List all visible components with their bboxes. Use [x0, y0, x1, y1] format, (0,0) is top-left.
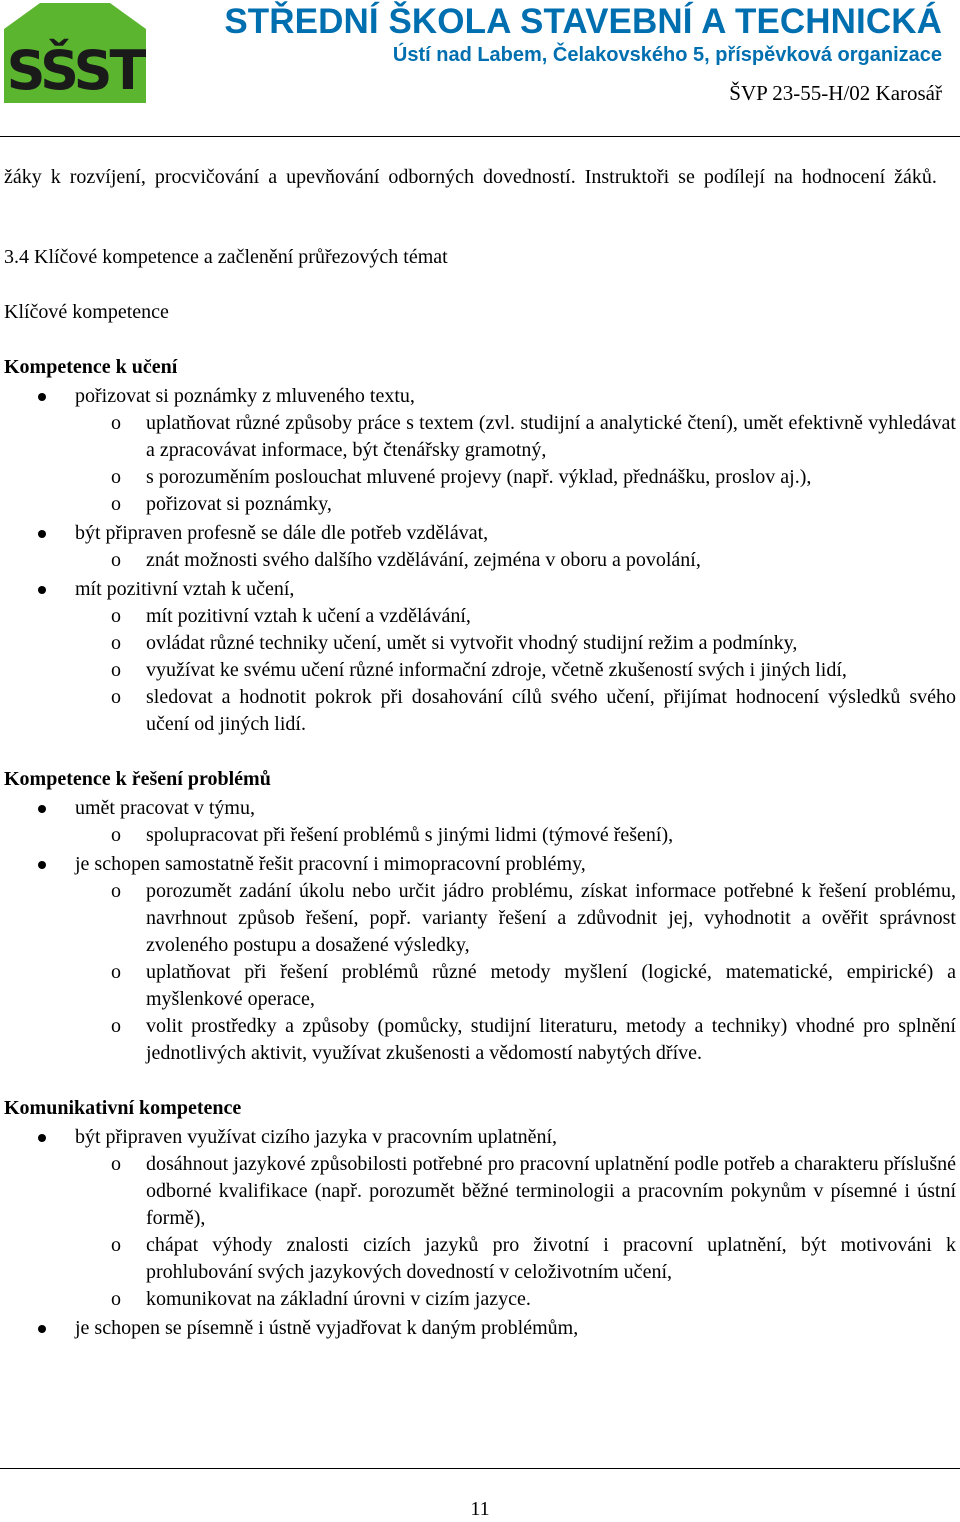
sub-text: ovládat různé techniky učení, umět si vytvořit vhodný studijní režim a podmínky,	[146, 632, 798, 654]
bullet-dot-icon	[38, 1325, 46, 1333]
bullet-list	[4, 1124, 956, 1342]
sub-text: uplatňovat různé způsoby práce s textem (zvl. studijní a analytické čtení), umět efektivně vyhledávat a zpracovávat informace, být čtenářsky gramotný,	[146, 412, 956, 461]
bullet-dot-icon	[38, 530, 46, 538]
page-header	[0, 0, 960, 137]
sub-text: komunikovat na základní úrovni v cizím jazyce.	[146, 1288, 531, 1310]
circle-marker-icon: o	[111, 686, 121, 708]
sub-item	[75, 684, 956, 738]
bullet-item	[4, 795, 956, 822]
sub-text: uplatňovat při řešení problémů různé metody myšlení (logické, matematické, empirické) a myšlenkové operace,	[146, 961, 956, 1010]
sub-item	[75, 410, 956, 464]
bullet-text: pořizovat si poznámky z mluveného textu,	[75, 385, 415, 407]
sub-item	[75, 959, 956, 1013]
sub-item	[75, 1013, 956, 1067]
sub-item	[75, 1151, 956, 1232]
bullet-text: je schopen samostatně řešit pracovní i mimopracovní problémy,	[75, 853, 586, 875]
logo-text: SŠST	[6, 39, 144, 102]
competence-heading: Kompetence k řešení problémů	[4, 768, 271, 790]
circle-marker-icon: o	[111, 632, 121, 654]
sub-text: využívat ke svému učení různé informační zdroje, včetně zkušeností svých i jiných lidí,	[146, 659, 847, 681]
sub-text: dosáhnout jazykové způsobilosti potřebné pro pracovní uplatnění podle potřeb a charakteru příslušné odborné kvalifikace (např. porozumět běžné terminologii a pracovním pokynům v písemné i ústní formě),	[146, 1153, 956, 1229]
circle-marker-icon: o	[111, 1015, 121, 1037]
bullet-text: mít pozitivní vztah k učení,	[75, 578, 295, 600]
bullet-dot-icon	[38, 861, 46, 869]
sub-text: pořizovat si poznámky,	[146, 493, 332, 515]
circle-marker-icon: o	[111, 493, 121, 515]
bullet-dot-icon	[38, 393, 46, 401]
circle-marker-icon: o	[111, 1288, 121, 1310]
sub-item	[75, 878, 956, 959]
page-number: 11	[470, 1498, 490, 1520]
sub-text: s porozuměním poslouchat mluvené projevy (např. výklad, přednášku, proslov aj.),	[146, 466, 812, 488]
sub-item	[75, 491, 956, 518]
sub-text: mít pozitivní vztah k učení a vzdělávání,	[146, 605, 471, 627]
sub-list	[4, 547, 956, 574]
footer-divider	[0, 1468, 960, 1469]
sub-item	[75, 547, 956, 574]
svp-code: ŠVP 23-55-H/02 Karosář	[729, 81, 942, 105]
intro-paragraph: žáky k rozvíjení, procvičování a upevňování odborných dovedností. Instruktoři se podílejí na hodnocení žáků.	[4, 166, 937, 188]
bullet-item	[4, 1124, 956, 1151]
bullet-dot-icon	[38, 1134, 46, 1142]
sub-list	[4, 1151, 956, 1313]
document-body	[4, 150, 956, 1342]
school-address: Ústí nad Labem, Čelakovského 5, příspěvková organizace	[392, 44, 942, 66]
school-logo	[4, 3, 146, 103]
section-title: 3.4 Klíčové kompetence a začlenění průřezových témat	[4, 246, 448, 268]
sub-list	[4, 878, 956, 1067]
bullet-list	[4, 383, 956, 738]
circle-marker-icon: o	[111, 1234, 121, 1256]
sub-item	[75, 630, 956, 657]
bullet-item	[4, 576, 956, 603]
sub-text: volit prostředky a způsoby (pomůcky, studijní literaturu, metody a techniky) vhodné pro splnění jednotlivých aktivit, využívat zkušenosti a vědomostí nabytých dříve.	[146, 1015, 956, 1064]
competence-heading: Kompetence k učení	[4, 356, 178, 378]
circle-marker-icon: o	[111, 880, 121, 902]
bullet-text: být připraven využívat cizího jazyka v pracovním uplatnění,	[75, 1126, 558, 1148]
sub-text: sledovat a hodnotit pokrok při dosahování cílů svého učení, přijímat hodnocení výsledků svého učení od jiných lidí.	[146, 686, 956, 735]
sub-item	[75, 1286, 956, 1313]
sub-item	[75, 603, 956, 630]
bullet-list	[4, 795, 956, 1067]
key-competences-title: Klíčové kompetence	[4, 301, 169, 323]
bullet-item	[4, 520, 956, 547]
sub-text: spolupracovat při řešení problémů s jinými lidmi (týmové řešení),	[146, 824, 674, 846]
bullet-item	[4, 851, 956, 878]
school-name: STŘEDNÍ ŠKOLA STAVEBNÍ A TECHNICKÁ	[224, 2, 942, 41]
bullet-item	[4, 1315, 956, 1342]
bullet-item	[4, 383, 956, 410]
circle-marker-icon: o	[111, 466, 121, 488]
circle-marker-icon: o	[111, 605, 121, 627]
sub-item	[75, 822, 956, 849]
circle-marker-icon: o	[111, 549, 121, 571]
sub-item	[75, 464, 956, 491]
competence-sections	[4, 354, 956, 1342]
bullet-text: umět pracovat v týmu,	[75, 797, 255, 819]
circle-marker-icon: o	[111, 659, 121, 681]
bullet-dot-icon	[38, 586, 46, 594]
bullet-text: být připraven profesně se dále dle potřeb vzdělávat,	[75, 522, 489, 544]
sub-list	[4, 603, 956, 738]
circle-marker-icon: o	[111, 824, 121, 846]
sub-item	[75, 1232, 956, 1286]
sub-item	[75, 657, 956, 684]
sub-text: porozumět zadání úkolu nebo určit jádro problému, získat informace potřebné k řešení problému, navrhnout způsob řešení, popř. varianty řešení a zdůvodnit jej, vyhodnotit a ověřit správnost zvoleného postupu a dosažené výsledky,	[146, 880, 956, 956]
competence-heading: Komunikativní kompetence	[4, 1097, 242, 1119]
sub-text: znát možnosti svého dalšího vzdělávání, zejména v oboru a povolání,	[146, 549, 701, 571]
sub-text: chápat výhody znalosti cizích jazyků pro životní i pracovní uplatnění, být motivováni k prohlubování svých jazykových dovedností v celoživotním učení,	[146, 1234, 956, 1283]
circle-marker-icon: o	[111, 961, 121, 983]
circle-marker-icon: o	[111, 412, 121, 434]
sub-list	[4, 410, 956, 518]
bullet-dot-icon	[38, 805, 46, 813]
circle-marker-icon: o	[111, 1153, 121, 1175]
sub-list	[4, 822, 956, 849]
bullet-text: je schopen se písemně i ústně vyjadřovat k daným problémům,	[75, 1317, 579, 1339]
